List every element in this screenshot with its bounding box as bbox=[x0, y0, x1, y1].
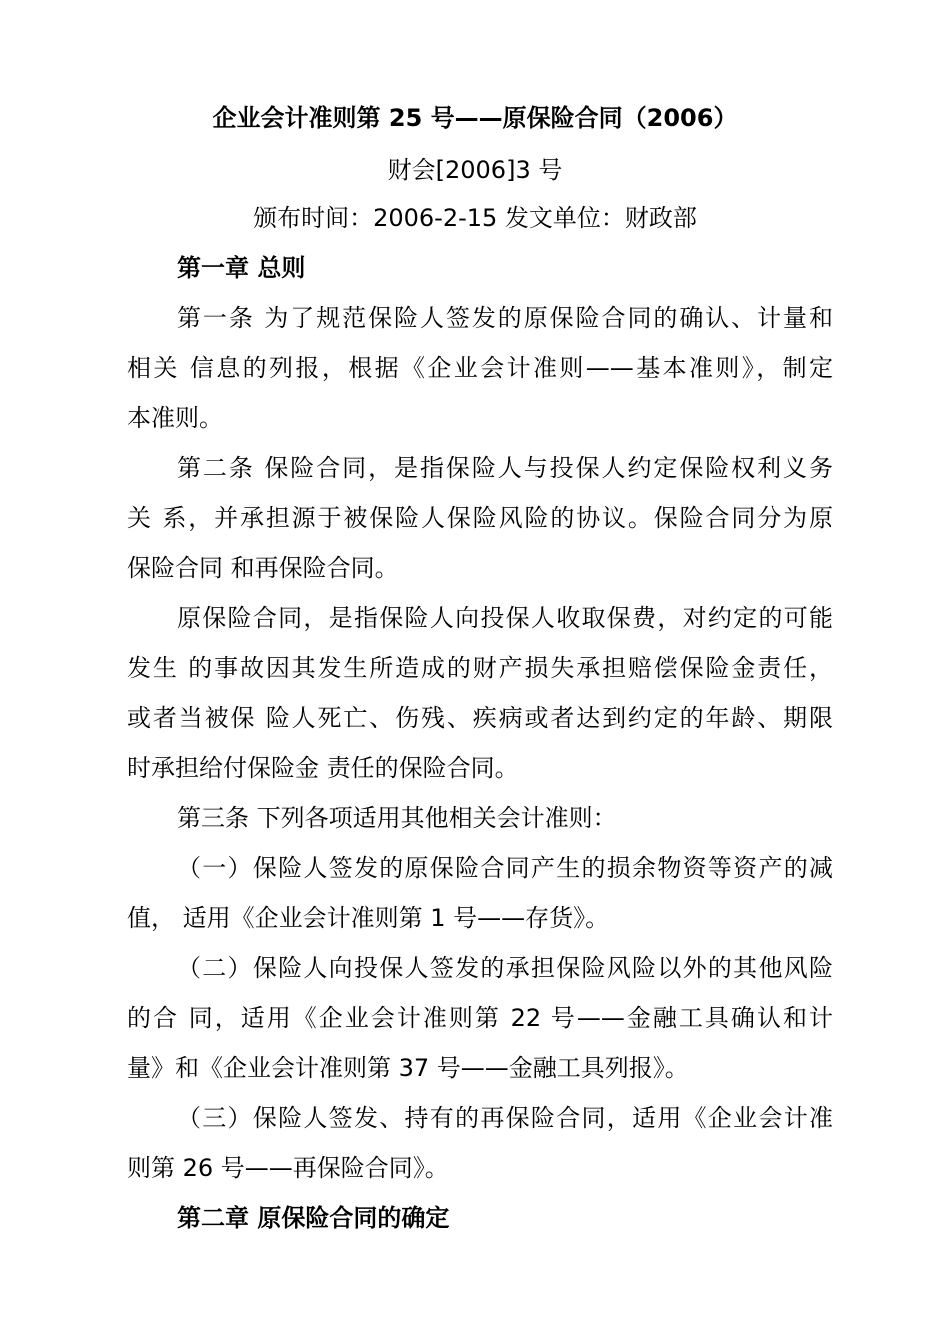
orig-contract-line-3: 或者当被保 险人死亡、伤残、疾病或者达到约定的年龄、期限 bbox=[127, 704, 833, 732]
item-2-line-3: 量》和《企业会计准则第 37 号——金融工具列报》。 bbox=[127, 1054, 689, 1082]
issue-info: 颁布时间：2006-2-15 发文单位：财政部 bbox=[253, 204, 697, 232]
article-2-line-1: 第二条 保险合同，是指保险人与投保人约定保险权利义务 bbox=[177, 454, 833, 482]
orig-contract-line-2: 发生 的事故因其发生所造成的财产损失承担赔偿保险金责任， bbox=[127, 654, 833, 682]
article-1-line-1: 第一条 为了规范保险人签发的原保险合同的确认、计量和 bbox=[177, 304, 833, 332]
item-2-line-1: （二）保险人向投保人签发的承担保险风险以外的其他风险 bbox=[177, 954, 833, 982]
chapter-1-heading: 第一章 总则 bbox=[177, 254, 306, 282]
article-2-line-3: 保险合同 和再保险合同。 bbox=[127, 554, 399, 582]
orig-contract-line-1: 原保险合同，是指保险人向投保人收取保费，对约定的可能 bbox=[177, 604, 833, 632]
document-title: 企业会计准则第 25 号——原保险合同（2006） bbox=[212, 104, 738, 132]
article-1-line-2: 相关 信息的列报，根据《企业会计准则——基本准则》，制定 bbox=[127, 354, 833, 382]
item-2-line-2: 的合 同，适用《企业会计准则第 22 号——金融工具确认和计 bbox=[127, 1004, 833, 1032]
item-1-line-1: （一）保险人签发的原保险合同产生的损余物资等资产的减 bbox=[177, 854, 833, 882]
article-3-line-1: 第三条 下列各项适用其他相关会计准则： bbox=[177, 804, 617, 832]
item-1-line-2: 值， 适用《企业会计准则第 1 号——存货》。 bbox=[127, 904, 610, 932]
document-number: 财会[2006]3 号 bbox=[387, 156, 563, 184]
item-3-line-1: （三）保险人签发、持有的再保险合同，适用《企业会计准 bbox=[177, 1104, 833, 1132]
chapter-2-heading: 第二章 原保险合同的确定 bbox=[177, 1204, 450, 1232]
orig-contract-line-4: 时承担给付保险金 责任的保险合同。 bbox=[127, 754, 519, 782]
item-3-line-2: 则第 26 号——再保险合同》。 bbox=[127, 1154, 449, 1182]
article-1-line-3: 本准则。 bbox=[127, 404, 223, 432]
article-2-line-2: 关 系，并承担源于被保险人保险风险的协议。保险合同分为原 bbox=[127, 504, 833, 532]
